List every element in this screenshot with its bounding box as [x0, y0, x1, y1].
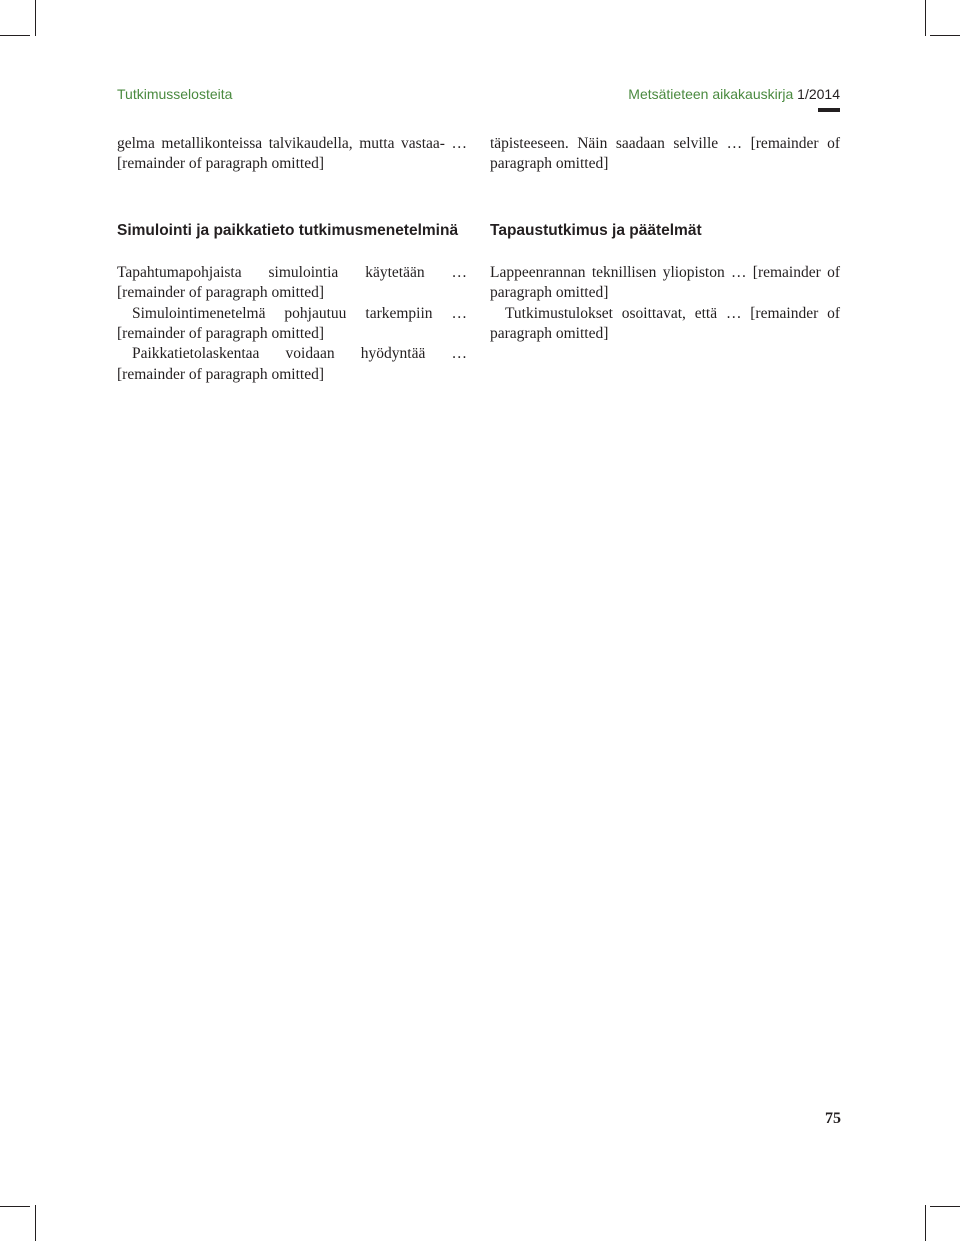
header-bar	[818, 108, 840, 112]
journal-title: Metsätieteen aikakauskirja	[628, 86, 794, 102]
paragraph: Lappeenrannan teknillisen yliopiston … [remainder of paragraph omitted]	[490, 263, 840, 302]
paragraph: gelma metallikonteissa talvikaudella, mutta vastaa- … [remainder of paragraph omitted]	[117, 135, 467, 173]
crop-mark	[925, 0, 926, 36]
crop-mark	[35, 1205, 36, 1241]
section-heading: Simulointi ja paikkatieto tutkimusmenetelminä	[117, 221, 459, 239]
paragraph: Paikkatietolaskentaa voidaan hyödyntää … [remainder of paragraph omitted]	[117, 345, 467, 383]
paragraph: Tapahtumapohjaista simulointia käytetään … [remainder of paragraph omitted]	[117, 263, 467, 302]
crop-mark	[0, 1206, 30, 1207]
crop-mark	[0, 35, 30, 36]
section-label: Tutkimusselosteita	[117, 86, 233, 102]
left-column	[117, 134, 467, 385]
crop-mark	[35, 0, 36, 36]
paragraph: Tutkimustulokset osoittavat, että … [remainder of paragraph omitted]	[490, 304, 840, 343]
paragraph: Simulointimenetelmä pohjautuu tarkempiin … [remainder of paragraph omitted]	[117, 304, 467, 343]
crop-mark	[930, 1206, 960, 1207]
right-column	[490, 134, 840, 344]
journal-label	[628, 86, 840, 102]
issue-number: 1/2014	[797, 86, 840, 102]
paragraph: täpisteeseen. Näin saadaan selville … [remainder of paragraph omitted]	[490, 135, 840, 173]
page-number: 75	[825, 1110, 841, 1127]
crop-mark	[925, 1205, 926, 1241]
running-header	[117, 86, 840, 108]
section-heading: Tapaustutkimus ja päätelmät	[490, 221, 702, 239]
crop-mark	[930, 35, 960, 36]
